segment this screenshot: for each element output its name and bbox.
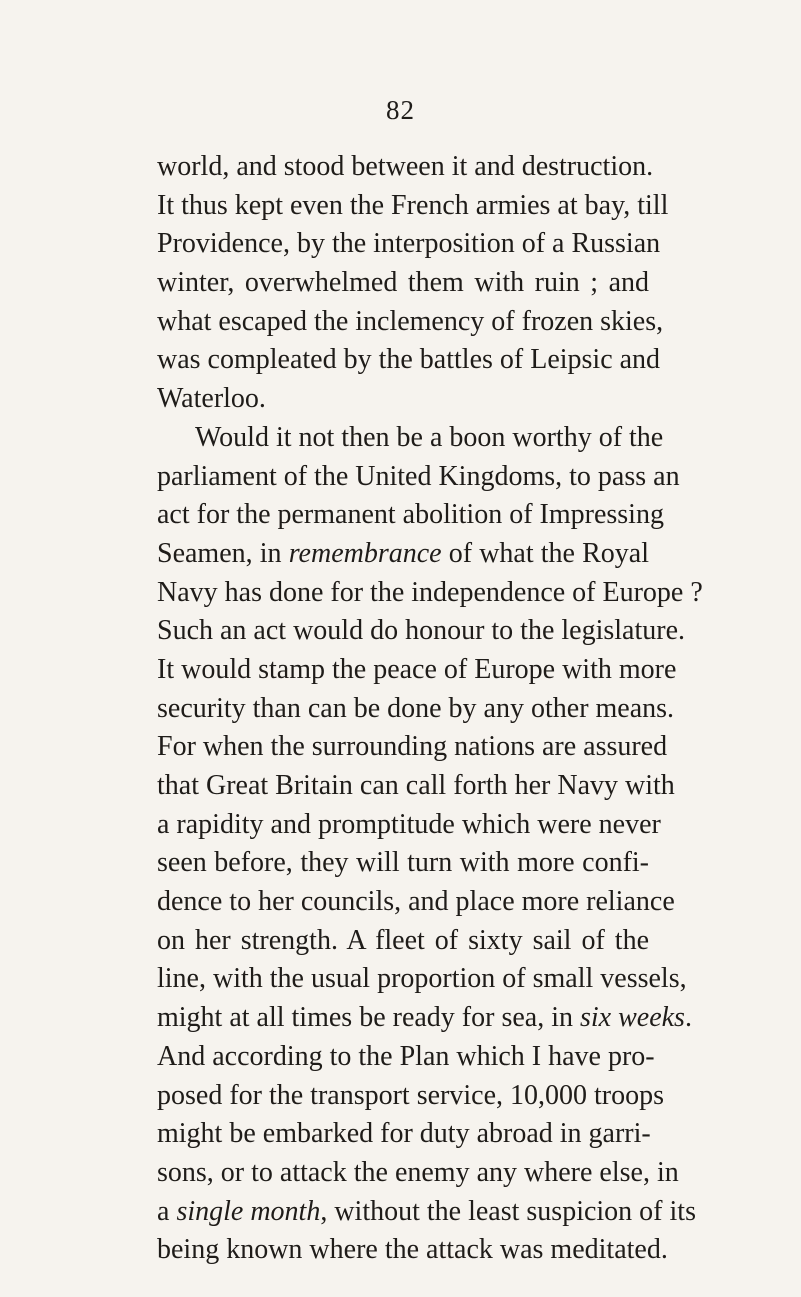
text-line: line, with the usual proportion of small vessels, xyxy=(157,963,687,995)
text-line: security than can be done by any other means. xyxy=(157,692,675,724)
text-line: It would stamp the peace of Europe with more xyxy=(157,653,677,685)
text-line: might be embarked for duty abroad in garri- xyxy=(157,1118,651,1150)
text-line: Waterloo. xyxy=(157,383,266,415)
text-line xyxy=(157,1193,696,1232)
text-line: what escaped the inclemency of frozen skies, xyxy=(157,305,664,337)
text-line: dence to her councils, and place more reliance xyxy=(157,886,675,918)
italic-text: single month xyxy=(176,1195,321,1227)
text-line: It thus kept even the French armies at bay, till xyxy=(157,189,669,221)
text-line: that Great Britain can call forth her Navy with xyxy=(157,770,675,801)
text-line: world, and stood between it and destruction. xyxy=(157,151,654,182)
text-line: For when the surrounding nations are assured xyxy=(157,731,668,763)
text-line: act for the permanent abolition of Impressing xyxy=(157,499,664,531)
body-text xyxy=(157,148,703,1270)
text-line: Navy has done for the independence of Europe ? xyxy=(157,576,703,608)
text-segment: of what the Royal xyxy=(441,537,650,569)
text-line: parliament of the United Kingdoms, to pass an xyxy=(157,460,680,492)
text-line: winter, overwhelmed them with ruin ; and xyxy=(157,267,649,299)
text-segment: , without the least suspicion of its xyxy=(320,1195,696,1227)
text-line: was compleated by the battles of Leipsic and xyxy=(157,344,661,376)
text-line: sons, or to attack the enemy any where else, in xyxy=(157,1156,679,1188)
italic-text: six weeks xyxy=(579,1002,685,1034)
text-line: Such an act would do honour to the legislature. xyxy=(157,615,685,647)
text-line: Providence, by the interposition of a Russian xyxy=(157,228,661,260)
text-line: Would it not then be a boon worthy of the xyxy=(195,421,664,453)
text-segment: Seamen, in xyxy=(157,537,289,569)
text-line xyxy=(157,999,692,1038)
text-line: And according to the Plan which I have pro- xyxy=(157,1040,655,1072)
text-segment: might at all times be ready for sea, in xyxy=(157,1002,580,1034)
text-segment: a xyxy=(157,1195,177,1227)
text-line: posed for the transport service, 10,000 troops xyxy=(157,1079,664,1111)
text-line xyxy=(157,535,649,574)
text-line: a rapidity and promptitude which were never xyxy=(157,808,661,840)
italic-text: remembrance xyxy=(288,537,442,569)
page-number: 82 xyxy=(386,95,415,125)
text-line: being known where the attack was meditated. xyxy=(157,1234,668,1266)
text-segment: . xyxy=(684,1002,692,1034)
text-line: on her strength. A fleet of sixty sail of the xyxy=(157,924,649,956)
text-line: seen before, they will turn with more confi- xyxy=(157,847,649,879)
